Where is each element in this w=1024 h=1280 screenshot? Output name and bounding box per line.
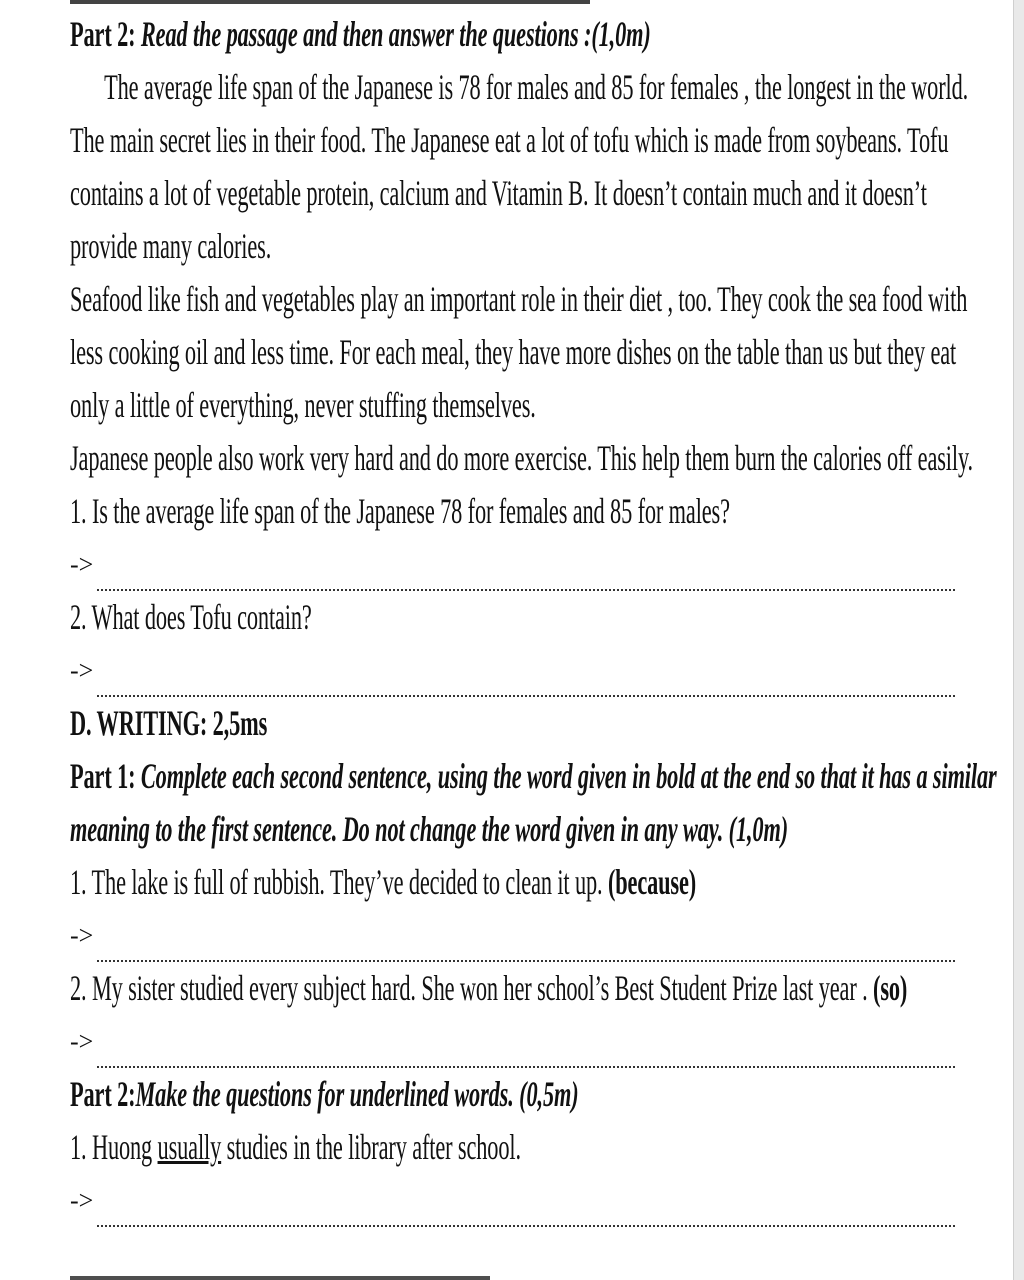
writing-q2-word: (so) xyxy=(873,968,908,1008)
worksheet-content xyxy=(70,8,997,1227)
writing-part2-heading xyxy=(70,1068,957,1121)
reading-passage xyxy=(70,61,974,485)
answer-arrow: -> xyxy=(70,656,94,685)
answer-arrow: -> xyxy=(70,921,94,950)
dotted-answer-space[interactable] xyxy=(97,1052,955,1068)
writing-part1-instruction-2: meaning to the first sentence. Do not change the word given in any way. (1,0m) xyxy=(70,809,789,849)
answer-line-writing-part2-1[interactable] xyxy=(70,1174,955,1227)
writing-p2-q1-before: 1. Huong xyxy=(70,1127,158,1167)
cropped-top-text xyxy=(70,0,590,4)
passage-line: Japanese people also work very hard and do more exercise. This help them burn the calories off easily. xyxy=(70,438,974,478)
underlined-word: usually xyxy=(157,1127,222,1167)
right-edge-bar xyxy=(1013,0,1024,1280)
answer-line-reading-2[interactable] xyxy=(70,644,955,697)
writing-q1-text: 1. The lake is full of rubbish. They’ve decided to clean it up. xyxy=(70,862,603,902)
passage-line: The average life span of the Japanese is 78 for males and 85 for females , the longest in the world. xyxy=(104,67,969,107)
writing-part2-question-1 xyxy=(70,1121,957,1174)
answer-line-writing-1[interactable] xyxy=(70,909,955,962)
answer-line-writing-2[interactable] xyxy=(70,1015,955,1068)
writing-q2-text: 2. My sister studied every subject hard. She won her school’s Best Student Prize last year . xyxy=(70,968,868,1008)
cropped-bottom-text xyxy=(70,1276,490,1280)
dotted-answer-space[interactable] xyxy=(97,681,955,697)
answer-line-reading-1[interactable] xyxy=(70,538,955,591)
passage-line: less cooking oil and less time. For each meal, they have more dishes on the table than us but they eat xyxy=(70,332,957,372)
writing-question-1 xyxy=(70,856,957,909)
writing-question-2 xyxy=(70,962,957,1015)
writing-q1-word: (because) xyxy=(607,862,697,902)
dotted-answer-space[interactable] xyxy=(97,575,955,591)
passage-line: Seafood like fish and vegetables play an important role in their diet , too. They cook the sea food with xyxy=(70,279,968,319)
writing-part1-label: Part 1: xyxy=(70,756,136,796)
passage-line: The main secret lies in their food. The Japanese eat a lot of tofu which is made from soybeans. Tofu xyxy=(70,120,949,160)
part2-reading-label: Part 2: xyxy=(70,14,136,54)
passage-line: only a little of everything, never stuffing themselves. xyxy=(70,385,536,425)
dotted-answer-space[interactable] xyxy=(97,1211,955,1227)
writing-p2-q1-after: studies in the library after school. xyxy=(221,1127,521,1167)
passage-line: provide many calories. xyxy=(70,226,272,266)
writing-part1-instruction-1: Complete each second sentence, using the word given in bold at the end so that it has a similar xyxy=(140,756,997,796)
answer-arrow: -> xyxy=(70,1186,94,1215)
writing-part2-label: Part 2: xyxy=(70,1074,136,1114)
reading-question-1: 1. Is the average life span of the Japanese 78 for females and 85 for males? xyxy=(70,491,730,531)
part2-reading-instruction: Read the passage and then answer the questions :(1,0m) xyxy=(140,14,651,54)
writing-section-title: D. WRITING: 2,5ms xyxy=(70,703,268,743)
dotted-answer-space[interactable] xyxy=(97,946,955,962)
answer-arrow: -> xyxy=(70,1027,94,1056)
reading-question-2: 2. What does Tofu contain? xyxy=(70,597,312,637)
answer-arrow: -> xyxy=(70,550,94,579)
part2-reading-heading xyxy=(70,8,957,61)
passage-line: contains a lot of vegetable protein, calcium and Vitamin B. It doesn’t contain much and it doesn’t xyxy=(70,173,927,213)
writing-part1-heading xyxy=(70,750,997,803)
writing-part2-instruction: Make the questions for underlined words. (0,5m) xyxy=(135,1074,579,1114)
